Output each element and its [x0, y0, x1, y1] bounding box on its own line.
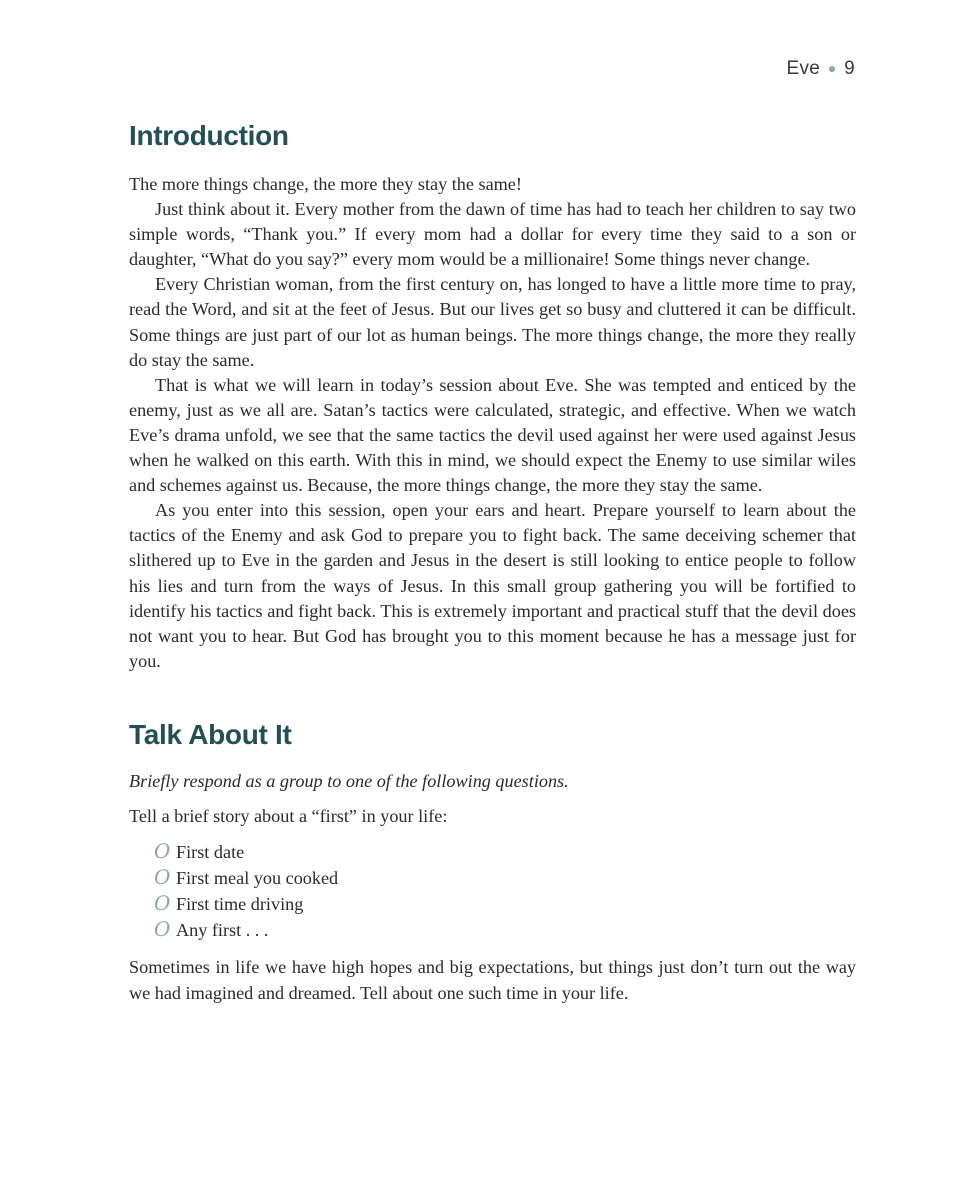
page-content: [129, 120, 856, 1006]
page-number: 9: [844, 58, 855, 79]
list-item: [154, 917, 856, 943]
ornamental-circle-bullet-icon: O: [154, 891, 171, 916]
talk-about-it-heading: Talk About It: [129, 718, 292, 750]
list-item-label: First date: [176, 842, 245, 863]
ornamental-circle-bullet-icon: O: [154, 917, 171, 942]
intro-paragraph: Every Christian woman, from the first century on, has longed to have a little more time to pray, read the Word, and sit at the feet of Jesus. But our lives get so busy and cluttered it can be difficult. Some things are just part of our lot as human beings. The more things change, the more they really do stay the same.: [129, 274, 856, 370]
running-header: [786, 58, 855, 80]
discussion-prompt: Tell a brief story about a “first” in your life:: [129, 805, 448, 826]
list-item-label: First meal you cooked: [176, 868, 339, 889]
firsts-list: [129, 839, 856, 943]
intro-paragraph: As you enter into this session, open your ears and heart. Prepare yourself to learn about the tactics of the Enemy and ask God to prepare you to fight back. The same deceiving schemer that slithered up to Eve in the garden and Jesus in the desert is still looking to entice people to follow his lies and turn from the ways of Jesus. In this small group gathering you will be fortified to identify his tactics and fight back. This is extremely important and practical stuff that the devil does not want you to hear. But God has brought you to this moment because he has a message just for you.: [129, 500, 856, 671]
list-item-label: First time driving: [176, 894, 304, 915]
ornamental-circle-bullet-icon: O: [154, 865, 171, 890]
running-header-section: Eve: [786, 58, 821, 79]
instruction-text: Briefly respond as a group to one of the following questions.: [129, 770, 569, 791]
introduction-heading: Introduction: [129, 120, 289, 151]
closing-prompt: Sometimes in life we have high hopes and big expectations, but things just don’t turn out the way we had imagined and dreamed. Tell about one such time in your life.: [129, 957, 856, 1003]
list-item: [154, 891, 856, 917]
list-item-label: Any first . . .: [176, 920, 269, 941]
intro-paragraph: The more things change, the more they stay the same!: [129, 174, 522, 194]
list-item: [154, 839, 856, 865]
intro-paragraph: Just think about it. Every mother from the dawn of time has had to teach her children to say two simple words, “Thank you.” If every mom had a dollar for every time they said to a son or daughter, “What do you say?” every mom would be a millionaire! Some things never change.: [129, 199, 856, 270]
ornamental-circle-bullet-icon: O: [154, 839, 171, 864]
intro-paragraph: That is what we will learn in today’s session about Eve. She was tempted and enticed by the enemy, just as we all are. Satan’s tactics were calculated, strategic, and effective. When we watch Eve’s drama unfold, we see that the same tactics the devil used against her were used against Jesus when he walked on this earth. With this in mind, we should expect the Enemy to use similar wiles and schemes against us. Because, the more things change, the more they stay the same.: [129, 374, 856, 496]
separator-dot-icon: [829, 66, 835, 72]
list-item: [154, 865, 856, 891]
